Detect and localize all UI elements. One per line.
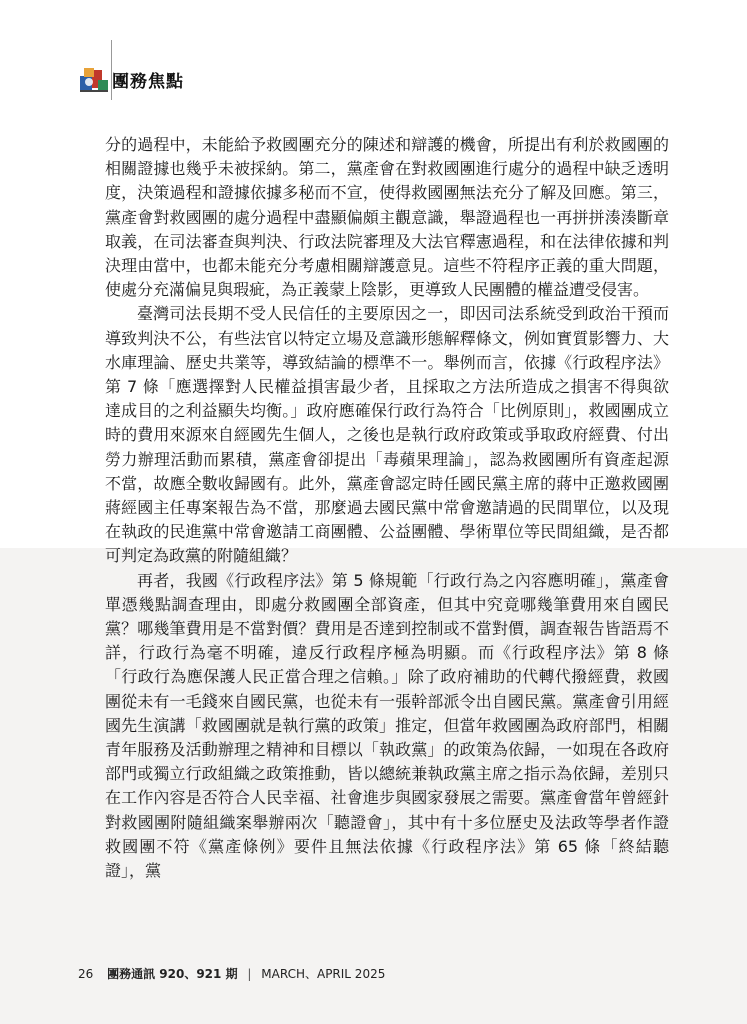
- page-number: 26: [78, 967, 94, 981]
- section-header: [78, 40, 278, 110]
- page-footer: [78, 965, 385, 982]
- section-title: 團務焦點: [112, 72, 184, 92]
- cyc-logo-icon: [78, 62, 112, 94]
- paragraph: 分的過程中，未能給予救國團充分的陳述和辯護的機會，所提出有利於救國團的相關證據也幾乎未被採納。第二，黨產會在對救國團進行處分的過程中缺乏透明度，決策過程和證據依據多秘而不宣，使得救國團無法充分了解及回應。第三，黨產會對救國團的處分過程中盡顯偏頗主觀意識，舉證過程也一再拼拼湊湊斷章取義，在司法審查與判決、行政法院審理及大法官釋憲過程，和在法律依據和判決理由當中，也都未能充分考慮相關辯護意見。這些不符程序正義的重大問題，使處分充滿偏見與瑕疵，為正義蒙上陰影，更導致人民團體的權益遭受侵害。: [105, 135, 669, 300]
- issue-date: MARCH、APRIL 2025: [261, 967, 386, 981]
- footer-separator: |: [247, 967, 252, 981]
- article-body: [105, 133, 669, 883]
- paragraph: 再者，我國《行政程序法》第 5 條規範「行政行為之內容應明確」，黨產會單憑幾點調查理由，即處分救國團全部資產，但其中究竟哪幾筆費用來自國民黨？哪幾筆費用是不當對價？費用是否達到控制或不當對價，調查報告皆語焉不詳，行政行為毫不明確，違反行政程序極為明顯。而《行政程序法》第 8 條「行政行為應保護人民正當合理之信賴。」除了政府補助的代轉代撥經費，救國團從未有一毛錢來自國民黨，也從未有一張幹部派令出自國民黨。黨產會引用經國先生演講「救國團就是執行黨的政策」推定，但當年救國團為政府部門，相關青年服務及活動辦理之精神和目標以「執政黨」的政策為依歸，一如現在各政府部門或獨立行政組織之政策推動，皆以總統兼執政黨主席之指示為依歸，差別只在工作內容是否符合人民幸福、社會進步與國家發展之需要。黨產會當年曾經針對救國團附隨組織案舉辦兩次「聽證會」，其中有十多位歷史及法政等學者作證救國團不符《黨產條例》要件且無法依據《行政程序法》第 65 條「終結聽證」，黨: [105, 570, 669, 881]
- paragraph: 臺灣司法長期不受人民信任的主要原因之一，即因司法系統受到政治干預而導致判決不公，有些法官以特定立場及意識形態解釋條文，例如實質影響力、大水庫理論、歷史共業等，導致結論的標準不一。舉例而言，依據《行政程序法》第 7 條「應選擇對人民權益損害最少者，且採取之方法所造成之損害不得與欲達成目的之利益顯失均衡。」政府應確保行政行為符合「比例原則」，救國團成立時的費用來源來自經國先生個人，之後也是執行政府政策或爭取政府經費、付出勞力辦理活動而累積，黨產會卻提出「毒蘋果理論」，認為救國團所有資產起源不當，故應全數收歸國有。此外，黨產會認定時任國民黨主席的蔣中正邀救國團蔣經國主任專案報告為不當，那麼過去國民黨中常會邀請過的民間單位，以及現在執政的民進黨中常會邀請工商團體、公益團體、學術單位等民間組織，是否都可判定為政黨的附隨組織？: [105, 304, 669, 566]
- publication-title: 團務通訊 920、921 期: [107, 967, 238, 981]
